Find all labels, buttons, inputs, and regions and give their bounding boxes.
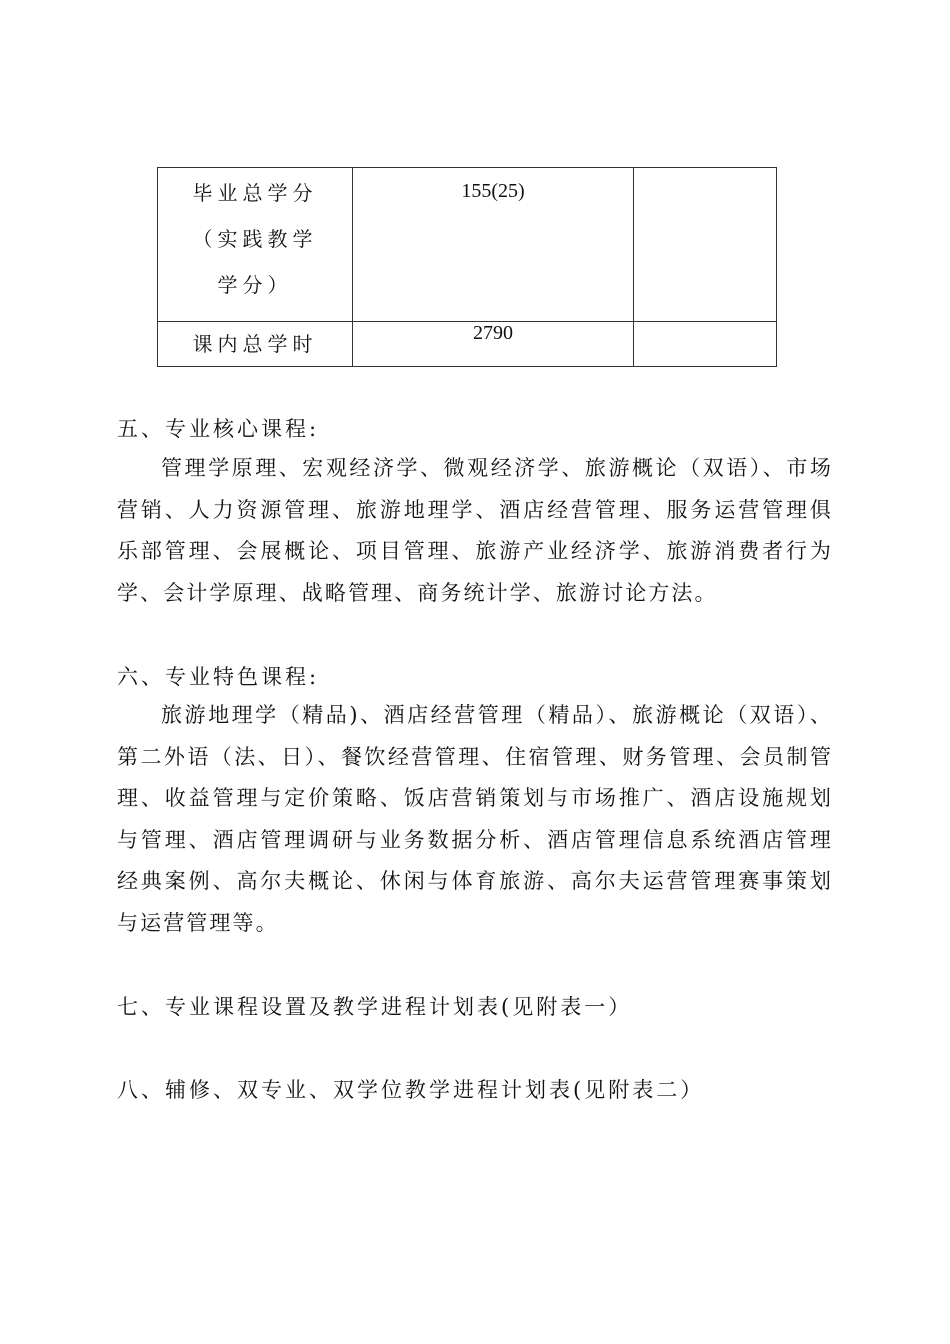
table-row [158, 168, 777, 322]
total-credits-value: 155(25) [353, 168, 634, 322]
label-line: 课内总学时 [192, 332, 318, 356]
core-courses-heading: 五、专业核心课程: [117, 417, 320, 441]
label-line: 毕业总学分 [192, 181, 318, 205]
total-credits-label [158, 168, 353, 322]
course-plan-heading: 七、专业课程设置及教学进程计划表(见附表一） [117, 995, 633, 1019]
class-hours-label [158, 322, 353, 367]
label-line: （实践教学 [192, 227, 318, 251]
total-credits-note [634, 168, 777, 322]
minor-plan-heading: 八、辅修、双专业、双学位教学进程计划表(见附表二） [117, 1078, 705, 1102]
core-courses-body: 管理学原理、宏观经济学、微观经济学、旅游概论（双语）、市场营销、人力资源管理、旅游地理学、酒店经营管理、服务运营管理俱乐部管理、会展概论、项目管理、旅游产业经济学、旅游消费者行为学、会计学原理、战略管理、商务统计学、旅游讨论方法。 [117, 456, 833, 605]
label-line: 学分） [217, 273, 293, 297]
table-row [158, 322, 777, 367]
class-hours-value: 2790 [353, 322, 634, 367]
featured-courses-heading: 六、专业特色课程: [117, 665, 320, 689]
featured-courses-body: 旅游地理学（精品)、酒店经营管理（精品）、旅游概论（双语）、第二外语（法、日）、餐饮经营管理、住宿管理、财务管理、会员制管理、收益管理与定价策略、饭店营销策划与市场推广、酒店设施规划与管理、酒店管理调研与业务数据分析、酒店管理信息系统酒店管理经典案例、高尔夫概论、休闲与体育旅游、高尔夫运营管理赛事策划与运营管理等。 [117, 703, 833, 935]
class-hours-note [634, 322, 777, 367]
credits-table [157, 167, 777, 367]
